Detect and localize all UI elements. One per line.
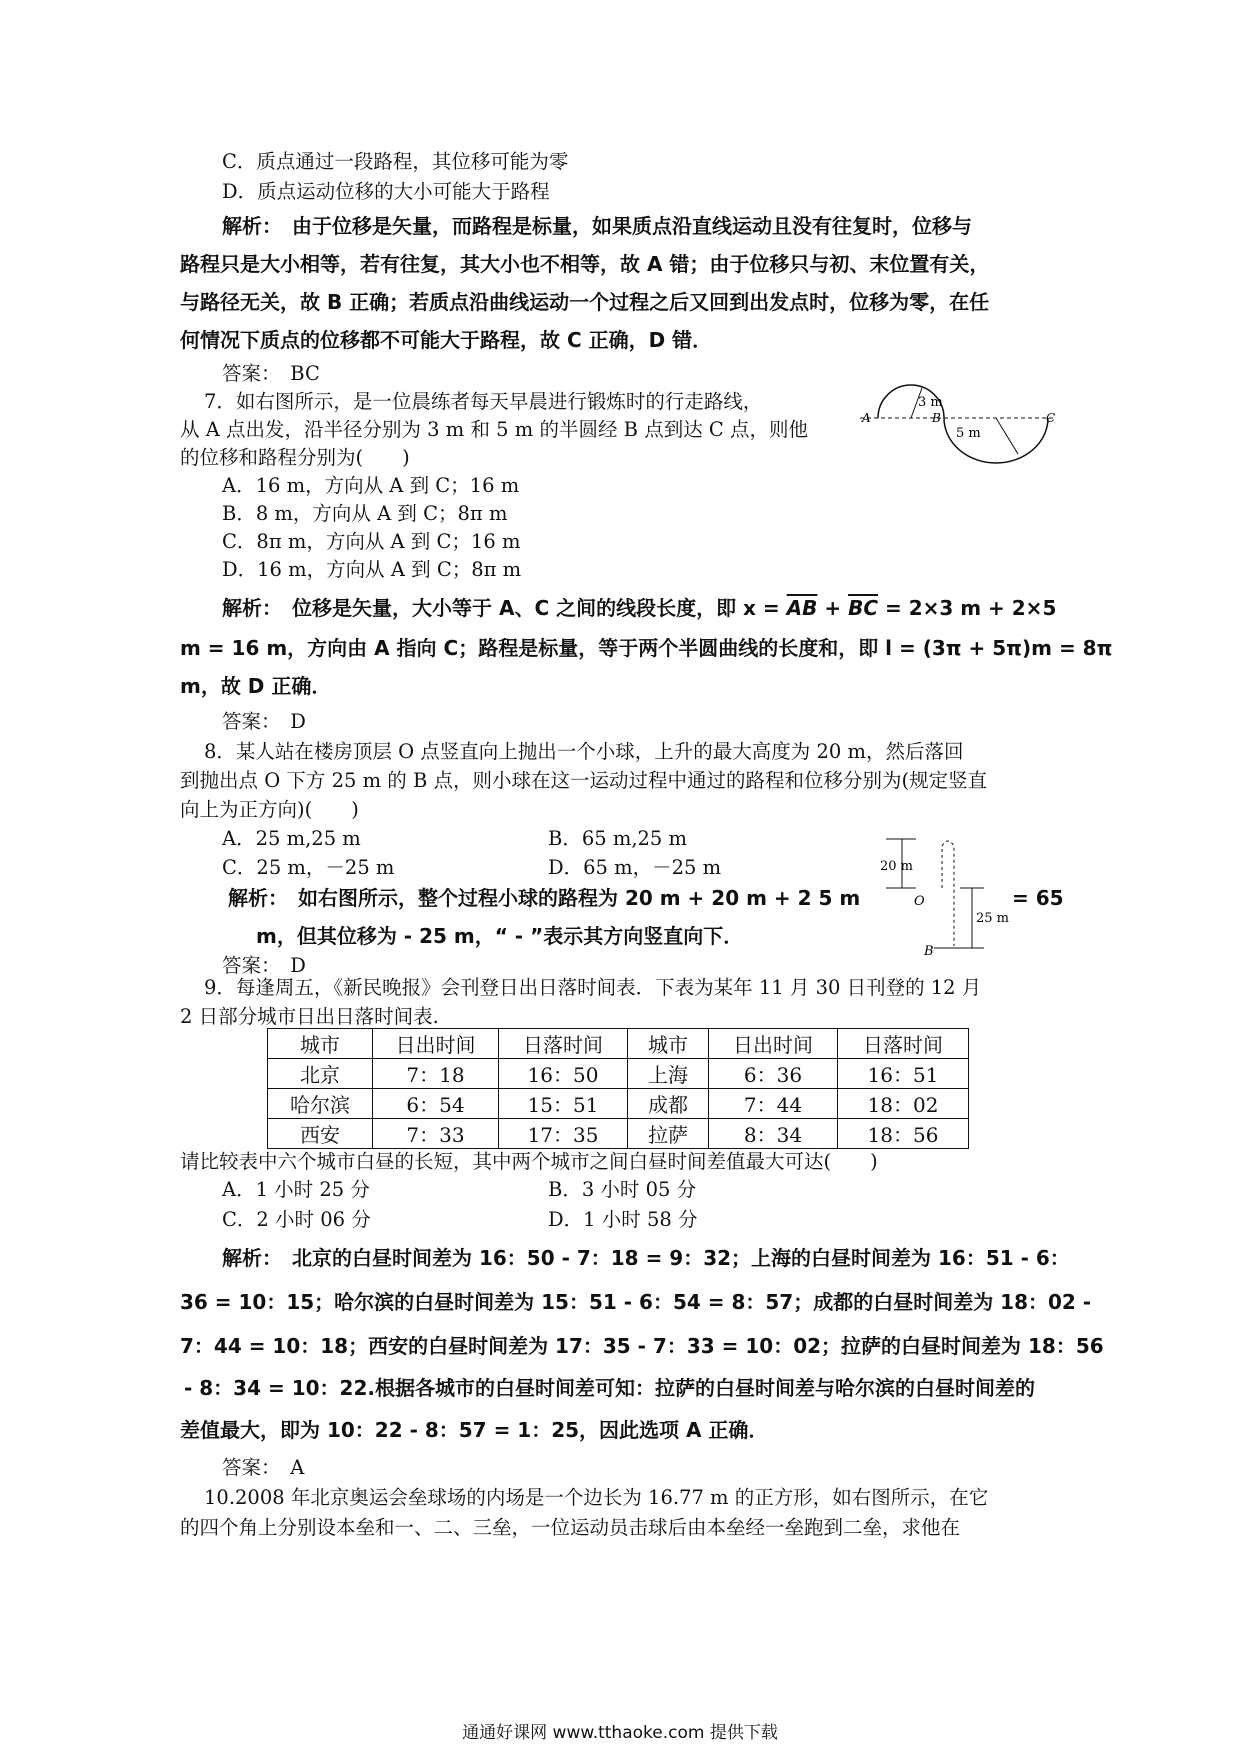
q9-option-a: A．1 小时 25 分: [222, 1178, 370, 1201]
q8-analysis-line: 解析： 如右图所示，整个过程小球的路程为 20 m + 20 m + 2 5 m: [228, 886, 861, 910]
q8-stem-line: 8．某人站在楼房顶层 O 点竖直向上抛出一个小球，上升的最大高度为 20 m，然后落回: [204, 740, 964, 763]
q8-answer: 答案： D: [222, 954, 306, 977]
table-cell: 7：44: [709, 1089, 838, 1119]
table-header: 日出时间: [709, 1029, 838, 1059]
q8-option-b: B．65 m,25 m: [548, 827, 688, 850]
q7-analysis-text: 解析： 位移是矢量，大小等于 A、C 之间的线段长度，即 x =: [222, 596, 780, 620]
table-cell: 8：34: [709, 1119, 838, 1149]
q8-analysis-end: = 65: [1012, 886, 1064, 910]
q8-ball-path: [942, 841, 954, 946]
q9-analysis-line: - 8：34 = 10：22.根据各城市的白昼时间差可知：拉萨的白昼时间差与哈尔滨的白昼时间差的: [184, 1376, 1035, 1400]
q8-label-b: B: [924, 944, 934, 956]
table-cell: 哈尔滨: [268, 1089, 373, 1119]
table-header: 城市: [268, 1029, 373, 1059]
q8-label-o: O: [914, 894, 925, 909]
q7-stem-line: 从 A 点出发，沿半径分别为 3 m 和 5 m 的半圆经 B 点到达 C 点，则他: [180, 418, 809, 441]
page-footer: 通通好课网 www.tthaoke.com 提供下载: [462, 1723, 778, 1743]
q9-analysis-line: 36 = 10：15；哈尔滨的白昼时间差为 15：51 - 6：54 = 8：57；成都的白昼时间差为 18：02 -: [180, 1290, 1092, 1314]
q7-analysis-line: [222, 596, 1056, 620]
q7-label-3m: 3 m: [918, 395, 943, 410]
q7-option-c: C．8π m，方向从 A 到 C；16 m: [222, 530, 521, 553]
q7-plus: +: [824, 596, 842, 620]
q7-analysis-line: m = 16 m，方向由 A 指向 C；路程是标量，等于两个半圆曲线的长度和，即 l = (3π + 5π)m = 8π: [180, 636, 1113, 660]
table-cell: 18：02: [838, 1089, 969, 1119]
q7-answer: 答案： D: [222, 710, 306, 733]
table-header: 日落时间: [499, 1029, 628, 1059]
table-cell: 17：35: [499, 1119, 628, 1149]
table-cell: 西安: [268, 1119, 373, 1149]
q10-stem-line: 10.2008 年北京奥运会垒球场的内场是一个边长为 16.77 m 的正方形，如右图所示，在它: [204, 1486, 989, 1509]
q7-label-c: C: [1046, 411, 1056, 425]
q8-label-20m: 20 m: [880, 859, 914, 874]
q9-stem-line: 2 日部分城市日出日落时间表.: [180, 1005, 439, 1028]
q6-analysis-line: 路程只是大小相等，若有往复，其大小也不相等，故 A 错；由于位移只与初、末位置有关，: [180, 252, 990, 276]
table-cell: 6：36: [709, 1059, 838, 1089]
q8-stem-line: 到抛出点 O 下方 25 m 的 B 点，则小球在这一运动过程中通过的路程和位移分别为(规定竖直: [180, 769, 988, 792]
table-row: [268, 1089, 969, 1119]
q7-option-d: D．16 m，方向从 A 到 C；8π m: [222, 558, 522, 581]
q10-stem-line: 的四个角上分别设本垒和一、二、三垒，一位运动员击球后由本垒经一垒跑到二垒，求他在: [180, 1516, 961, 1539]
table-cell: 7：18: [373, 1059, 499, 1089]
q6-analysis-line: 与路径无关，故 B 正确；若质点沿曲线运动一个过程之后又回到出发点时，位移为零，在任: [180, 290, 990, 314]
q7-analysis-line: m，故 D 正确．: [180, 674, 332, 698]
q7-vector-bc: $\overline{BC}$: [848, 596, 878, 620]
q6-option-d: D．质点运动位移的大小可能大于路程: [222, 180, 550, 203]
table-header: 城市: [628, 1029, 709, 1059]
table-cell: 16：50: [499, 1059, 628, 1089]
table-header-row: [268, 1029, 969, 1059]
table-cell: 成都: [628, 1089, 709, 1119]
table-cell: 18：56: [838, 1119, 969, 1149]
q8-analysis-line: m，但其位移为 - 25 m，“ - ”表示其方向竖直向下．: [256, 924, 744, 948]
table-header: 日落时间: [838, 1029, 969, 1059]
q9-analysis-line: 解析： 北京的白昼时间差为 16：50 - 7：18 = 9：32；上海的白昼时间差为 16：51 - 6：: [222, 1246, 1070, 1270]
table-header: 日出时间: [373, 1029, 499, 1059]
q6-option-c: C．质点通过一段路程，其位移可能为零: [222, 150, 569, 173]
table-cell: 北京: [268, 1059, 373, 1089]
q7-label-5m: 5 m: [956, 426, 981, 441]
q7-vector-ab: $\overline{AB}$: [786, 596, 818, 620]
q7-stem-line: 的位移和路程分别为( ): [180, 446, 410, 469]
q6-analysis-line: 解析： 由于位移是矢量，而路程是标量，如果质点沿直线运动且没有往复时，位移与: [222, 214, 972, 238]
q9-option-b: B．3 小时 05 分: [548, 1178, 697, 1201]
q9-stem-line: 9．每逢周五，《新民晚报》会刊登日出日落时间表．下表为某年 11 月 30 日刊登的 12 月: [204, 976, 982, 999]
table-row: [268, 1059, 969, 1089]
q9-option-c: C．2 小时 06 分: [222, 1208, 371, 1231]
q7-path-figure: [858, 378, 1058, 468]
q9-question: 请比较表中六个城市白昼的长短，其中两个城市之间白昼时间差值最大可达( ): [180, 1150, 878, 1173]
q8-stem-line: 向上为正方向)( ): [180, 798, 359, 821]
q7-option-b: B．8 m，方向从 A 到 C；8π m: [222, 502, 508, 525]
q6-analysis-line: 何情况下质点的位移都不可能大于路程，故 C 正确，D 错．: [180, 328, 713, 352]
q8-option-d: D．65 m，－25 m: [548, 856, 722, 879]
q9-answer: 答案： A: [222, 1456, 305, 1479]
table-cell: 7：33: [373, 1119, 499, 1149]
q7-option-a: A．16 m，方向从 A 到 C；16 m: [222, 474, 520, 497]
q8-throw-figure: [880, 836, 1010, 956]
q9-analysis-line: 7：44 = 10：18；西安的白昼时间差为 17：35 - 7：33 = 10：02；拉萨的白昼时间差为 18：56: [180, 1334, 1104, 1358]
table-cell: 上海: [628, 1059, 709, 1089]
q9-analysis-line: 差值最大，即为 10：22 - 8：57 = 1：25，因此选项 A 正确．: [180, 1418, 769, 1442]
q7-label-a: A: [862, 411, 871, 425]
q8-option-c: C．25 m，－25 m: [222, 856, 395, 879]
q7-stem-line: 7．如右图所示，是一位晨练者每天早晨进行锻炼时的行走路线，: [204, 390, 763, 413]
table-cell: 16：51: [838, 1059, 969, 1089]
q7-analysis-text: = 2×3 m + 2×5: [884, 596, 1057, 620]
q8-label-25m: 25 m: [976, 911, 1010, 926]
table-cell: 15：51: [499, 1089, 628, 1119]
sunrise-sunset-table: [267, 1028, 969, 1149]
q7-radius-5m: [996, 418, 1018, 454]
q7-label-b: B: [932, 411, 941, 425]
q6-answer: 答案： BC: [222, 362, 320, 385]
table-cell: 6：54: [373, 1089, 499, 1119]
table-row: [268, 1119, 969, 1149]
q8-option-a: A．25 m,25 m: [222, 827, 361, 850]
table-cell: 拉萨: [628, 1119, 709, 1149]
q9-option-d: D．1 小时 58 分: [548, 1208, 698, 1231]
